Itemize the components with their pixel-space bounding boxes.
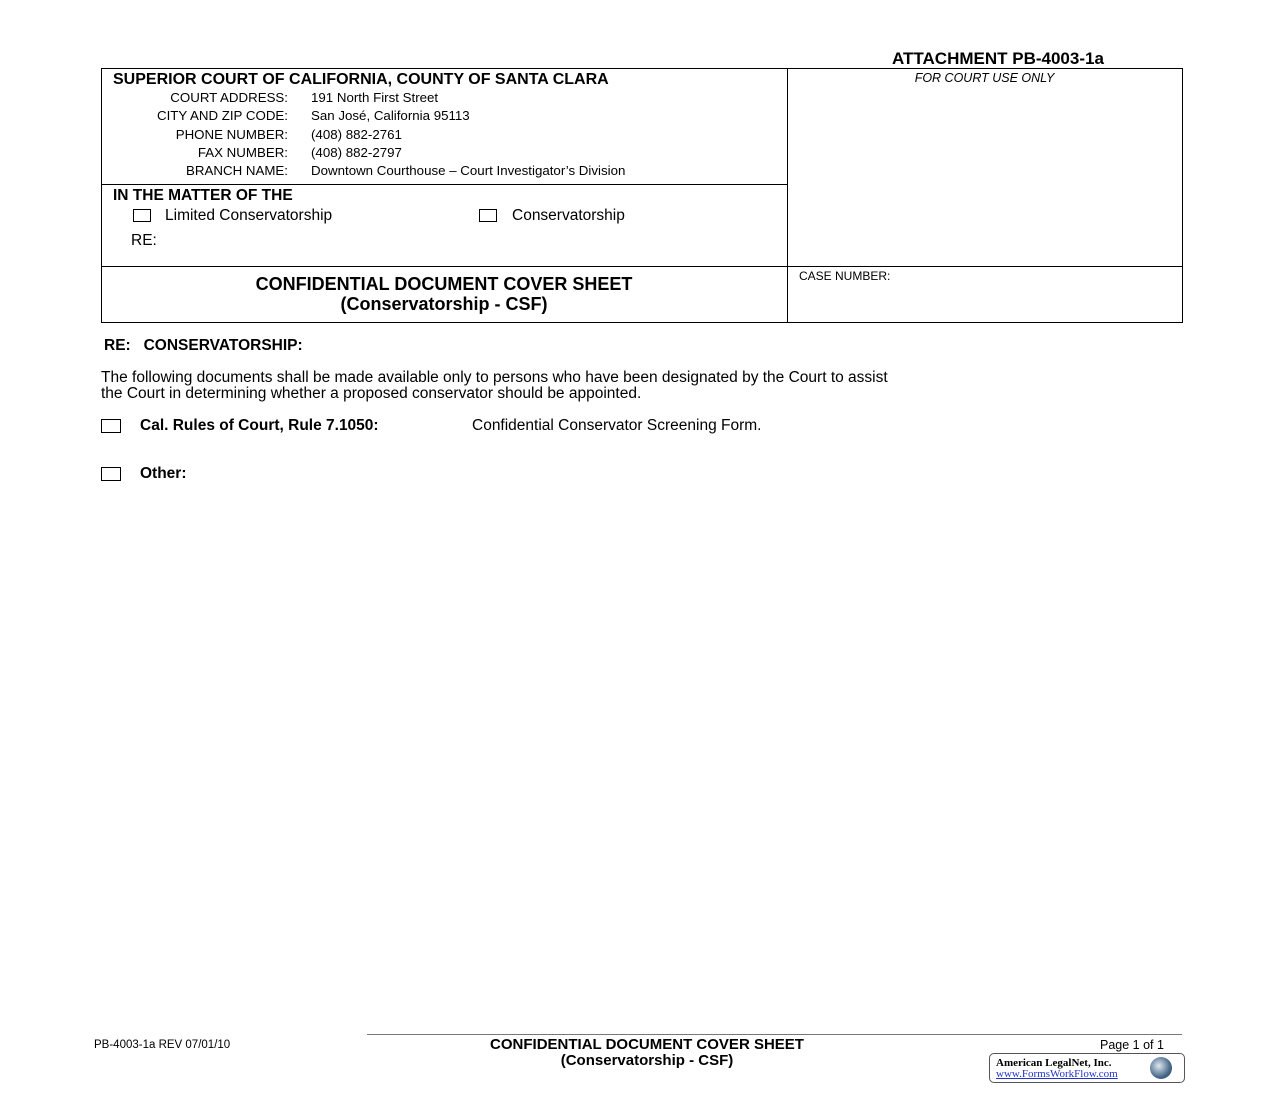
form-revision: PB-4003-1a REV 07/01/10 [94, 1039, 231, 1051]
page-number: Page 1 of 1 [1100, 1038, 1164, 1052]
rule-7-1050-checkbox[interactable] [101, 419, 121, 433]
divider [787, 68, 788, 322]
limited-conservatorship-label: Limited Conservatorship [165, 207, 333, 224]
city-zip: San José, California 95113 [311, 108, 470, 123]
intro-text: the Court in determining whether a proposed conservator should be appointed. [101, 385, 642, 402]
field-label: CITY AND ZIP CODE: [156, 108, 288, 123]
phone-number: (408) 882-2761 [311, 127, 402, 142]
field-label: PHONE NUMBER: [175, 127, 288, 142]
attachment-id: ATTACHMENT PB-4003-1a [892, 49, 1104, 68]
document-title: CONFIDENTIAL DOCUMENT COVER SHEET [255, 274, 633, 294]
logo-url[interactable]: www.FormsWorkFlow.com [996, 1068, 1118, 1080]
limited-conservatorship-checkbox[interactable] [133, 209, 151, 222]
intro-text: The following documents shall be made available only to persons who have been designated by the Court to assist [101, 369, 888, 386]
rule-label: Cal. Rules of Court, Rule 7.1050: [140, 417, 379, 434]
footer-rule [367, 1034, 1182, 1035]
globe-icon [1150, 1057, 1172, 1079]
logo-name: American LegalNet, Inc. [996, 1057, 1112, 1069]
court-address: 191 North First Street [311, 90, 439, 105]
court-use-label: FOR COURT USE ONLY [914, 71, 1055, 85]
divider [101, 266, 1182, 267]
case-number-label: CASE NUMBER: [799, 269, 891, 283]
field-label: FAX NUMBER: [197, 145, 288, 160]
fax-number: (408) 882-2797 [311, 145, 402, 160]
branch-name: Downtown Courthouse – Court Investigator’s Division [311, 163, 626, 178]
other-label: Other: [140, 465, 187, 482]
american-legalnet-logo[interactable] [989, 1053, 1185, 1083]
footer-title: CONFIDENTIAL DOCUMENT COVER SHEET [490, 1036, 804, 1053]
divider [101, 184, 787, 185]
rule-description: Confidential Conservator Screening Form. [472, 417, 762, 434]
document-subtitle: (Conservatorship - CSF) [340, 294, 548, 314]
re-heading: RE: CONSERVATORSHIP: [104, 337, 303, 354]
field-label: COURT ADDRESS: [170, 90, 288, 105]
re-label: RE: [131, 232, 157, 249]
other-checkbox[interactable] [101, 467, 121, 481]
court-title: SUPERIOR COURT OF CALIFORNIA, COUNTY OF SANTA CLARA [113, 71, 609, 88]
case-number-field[interactable] [790, 286, 1178, 318]
conservatorship-label: Conservatorship [512, 207, 625, 224]
footer-subtitle: (Conservatorship - CSF) [560, 1052, 734, 1069]
field-label: BRANCH NAME: [186, 163, 288, 178]
conservatorship-checkbox[interactable] [479, 209, 497, 222]
matter-heading: IN THE MATTER OF THE [113, 187, 293, 204]
